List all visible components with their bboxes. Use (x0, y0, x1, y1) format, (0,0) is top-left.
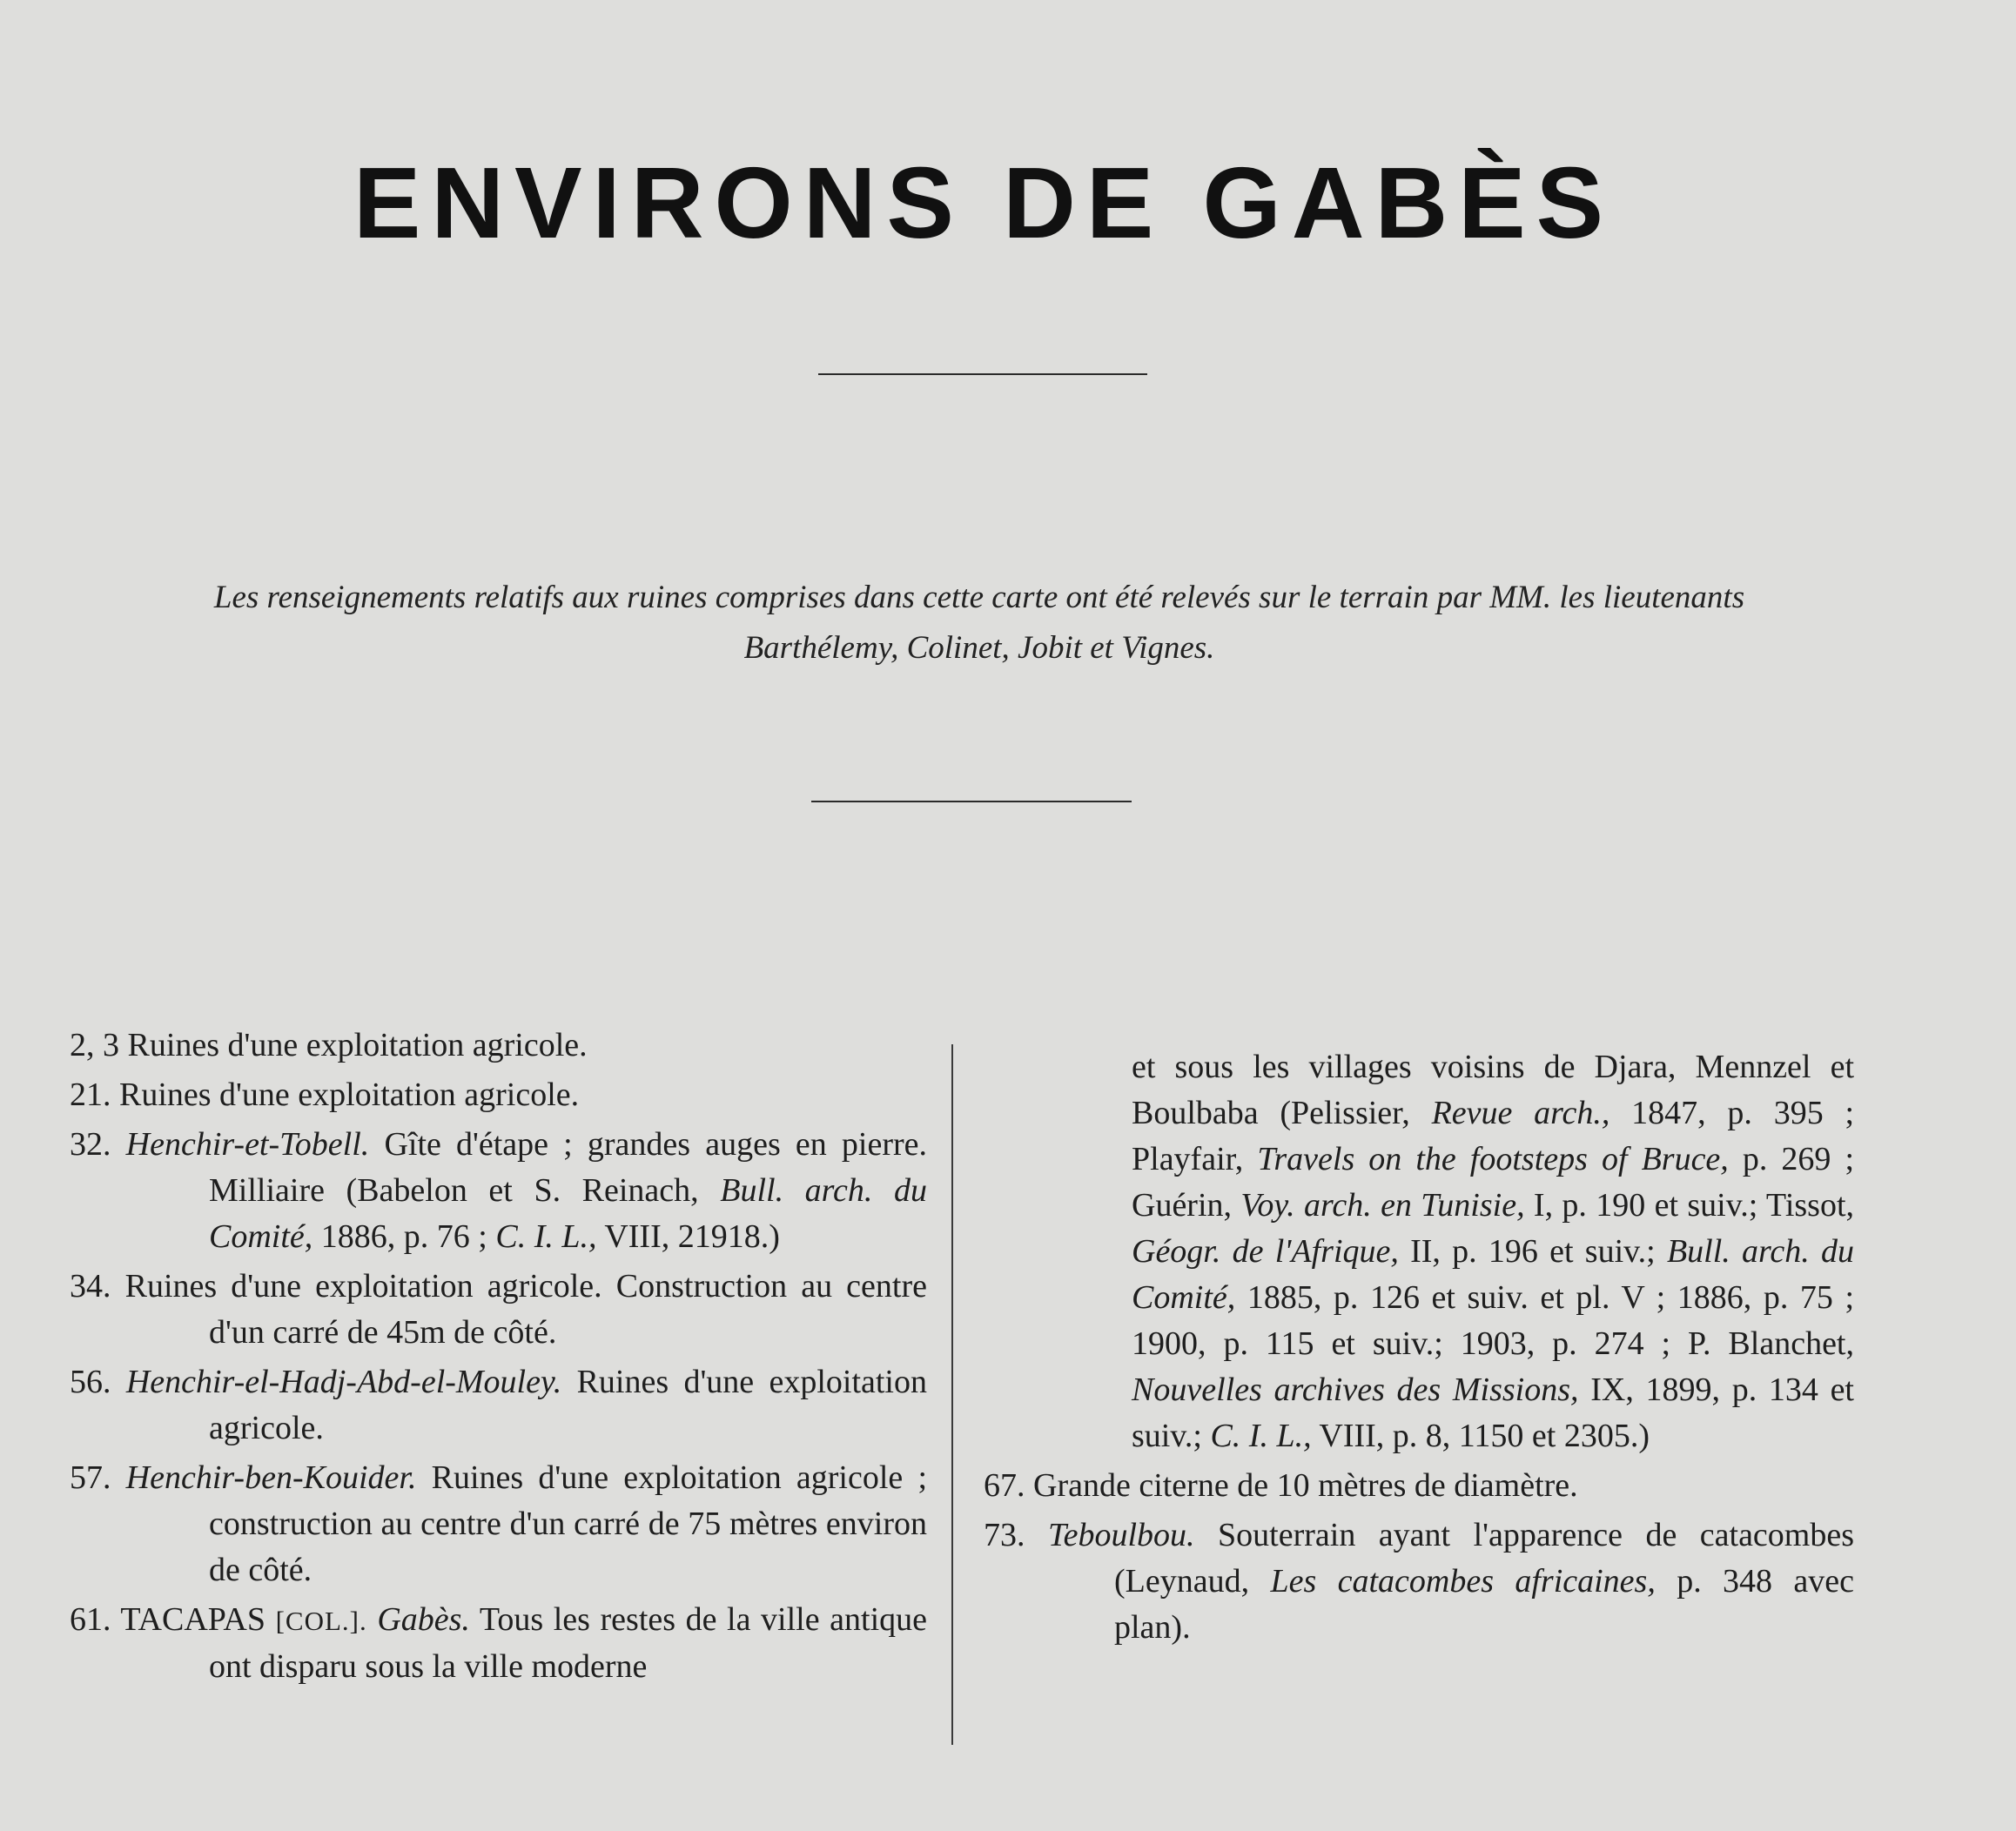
intro-note: Les renseignements relatifs aux ruines comprises dans cette carte ont été relevés sur le terrain par MM. les lieutenants Barthélemy, Colinet, Jobit et Vignes. (213, 580, 1745, 666)
colony-tag: [COL.]. (275, 1606, 367, 1636)
column-divider (951, 1044, 953, 1745)
entry-number: 57. (70, 1459, 111, 1496)
site-name: Henchir-et-Tobell. (125, 1126, 370, 1163)
entry-text: 1847, p. 395 ; Playfair, (1132, 1095, 1855, 1177)
entry-text: Ruines d'une exploitation agricole. (119, 1076, 580, 1113)
entry-number: 32. (70, 1126, 111, 1163)
entry-text: Gîte d'étape ; grandes auges en pierre. Milliaire (Babelon et S. Reinach, (209, 1126, 927, 1209)
entry-text: Ruines d'une exploitation agricole. (209, 1364, 927, 1446)
entry-text: Tous les restes de la ville antique ont disparu sous la ville moderne (209, 1601, 927, 1685)
right-column (984, 1044, 1854, 1654)
citation-title: Revue arch., (1431, 1095, 1610, 1131)
citation-title: Voy. arch. en Tunisie, (1240, 1187, 1525, 1224)
entry-text: VIII, 21918.) (604, 1218, 780, 1255)
entry-number: 56. (70, 1364, 111, 1400)
entry-text: IX, 1899, p. 134 et suiv.; (1132, 1372, 1854, 1454)
entry-text: Ruines d'une exploitation agricole. Construction au centre d'un carré de 45m de côté. (124, 1268, 927, 1351)
site-name: Gabès. (377, 1601, 470, 1638)
entry-number: 61. (70, 1601, 111, 1638)
entry-text: p. 269 ; Guérin, (1132, 1141, 1854, 1224)
entry-number: 73. (984, 1517, 1025, 1553)
entry-73 (984, 1512, 1854, 1651)
entry-21 (70, 1072, 927, 1118)
citation-title: Bull. arch. du Comité, (209, 1172, 928, 1255)
page-title: ENVIRONS DE GABÈS (353, 146, 1614, 259)
entry-text: p. 348 avec plan). (1114, 1563, 1855, 1646)
entry-57 (70, 1455, 927, 1593)
entry-number: 34. (70, 1268, 111, 1305)
entry-number: 2, 3 (70, 1027, 119, 1063)
entry-56 (70, 1359, 927, 1452)
entry-number: 21. (70, 1076, 111, 1113)
title-rule (818, 373, 1147, 375)
entry-text: 1886, p. 76 ; (320, 1218, 487, 1255)
citation-title: Géogr. de l'Afrique, (1132, 1233, 1399, 1270)
left-column (70, 1023, 927, 1694)
entry-61-continued (984, 1044, 1854, 1459)
citation-title: Bull. arch. du Comité, (1132, 1233, 1855, 1316)
entry-text: Ruines d'une exploitation agricole. (127, 1027, 588, 1063)
entry-text: 1885, p. 126 et suiv. et pl. V ; 1886, p. 75 ; 1900, p. 115 et suiv.; 1903, p. 274 ; P. Blanchet, (1132, 1279, 1855, 1362)
entry-61 (70, 1597, 927, 1690)
entry-34 (70, 1264, 927, 1356)
entry-text: et sous les villages voisins de Djara, Mennzel et Boulbaba (Pelissier, (1132, 1049, 1854, 1131)
entry-text: Grande citerne de 10 mètres de diamètre. (1033, 1467, 1578, 1504)
citation-title: Nouvelles archives des Missions, (1132, 1372, 1579, 1408)
entry-2-3 (70, 1023, 927, 1069)
entry-text: Ruines d'une exploitation agricole ; construction au centre d'un carré de 75 mètres environ de côté. (209, 1459, 928, 1588)
site-name: Teboulbou. (1047, 1517, 1195, 1553)
entry-67 (984, 1463, 1854, 1509)
intro-rule (811, 801, 1132, 802)
entry-text: Souterrain ayant l'apparence de catacombes (Leynaud, (1114, 1517, 1855, 1600)
citation-title: Travels on the footsteps of Bruce, (1257, 1141, 1729, 1177)
entry-text: VIII, p. 8, 1150 et 2305.) (1319, 1418, 1650, 1454)
entry-text: II, p. 196 et suiv.; (1410, 1233, 1656, 1270)
citation-title: Les catacombes africaines, (1270, 1563, 1656, 1600)
site-name: Henchir-el-Hadj-Abd-el-Mouley. (125, 1364, 562, 1400)
citation-title: C. I. L., (495, 1218, 597, 1255)
entry-32 (70, 1122, 927, 1260)
entry-text: I, p. 190 et suiv.; Tissot, (1533, 1187, 1855, 1224)
ancient-name: TACAPAS (120, 1601, 266, 1638)
citation-title: C. I. L., (1210, 1418, 1312, 1454)
entry-number: 67. (984, 1467, 1025, 1504)
site-name: Henchir-ben-Kouider. (125, 1459, 417, 1496)
